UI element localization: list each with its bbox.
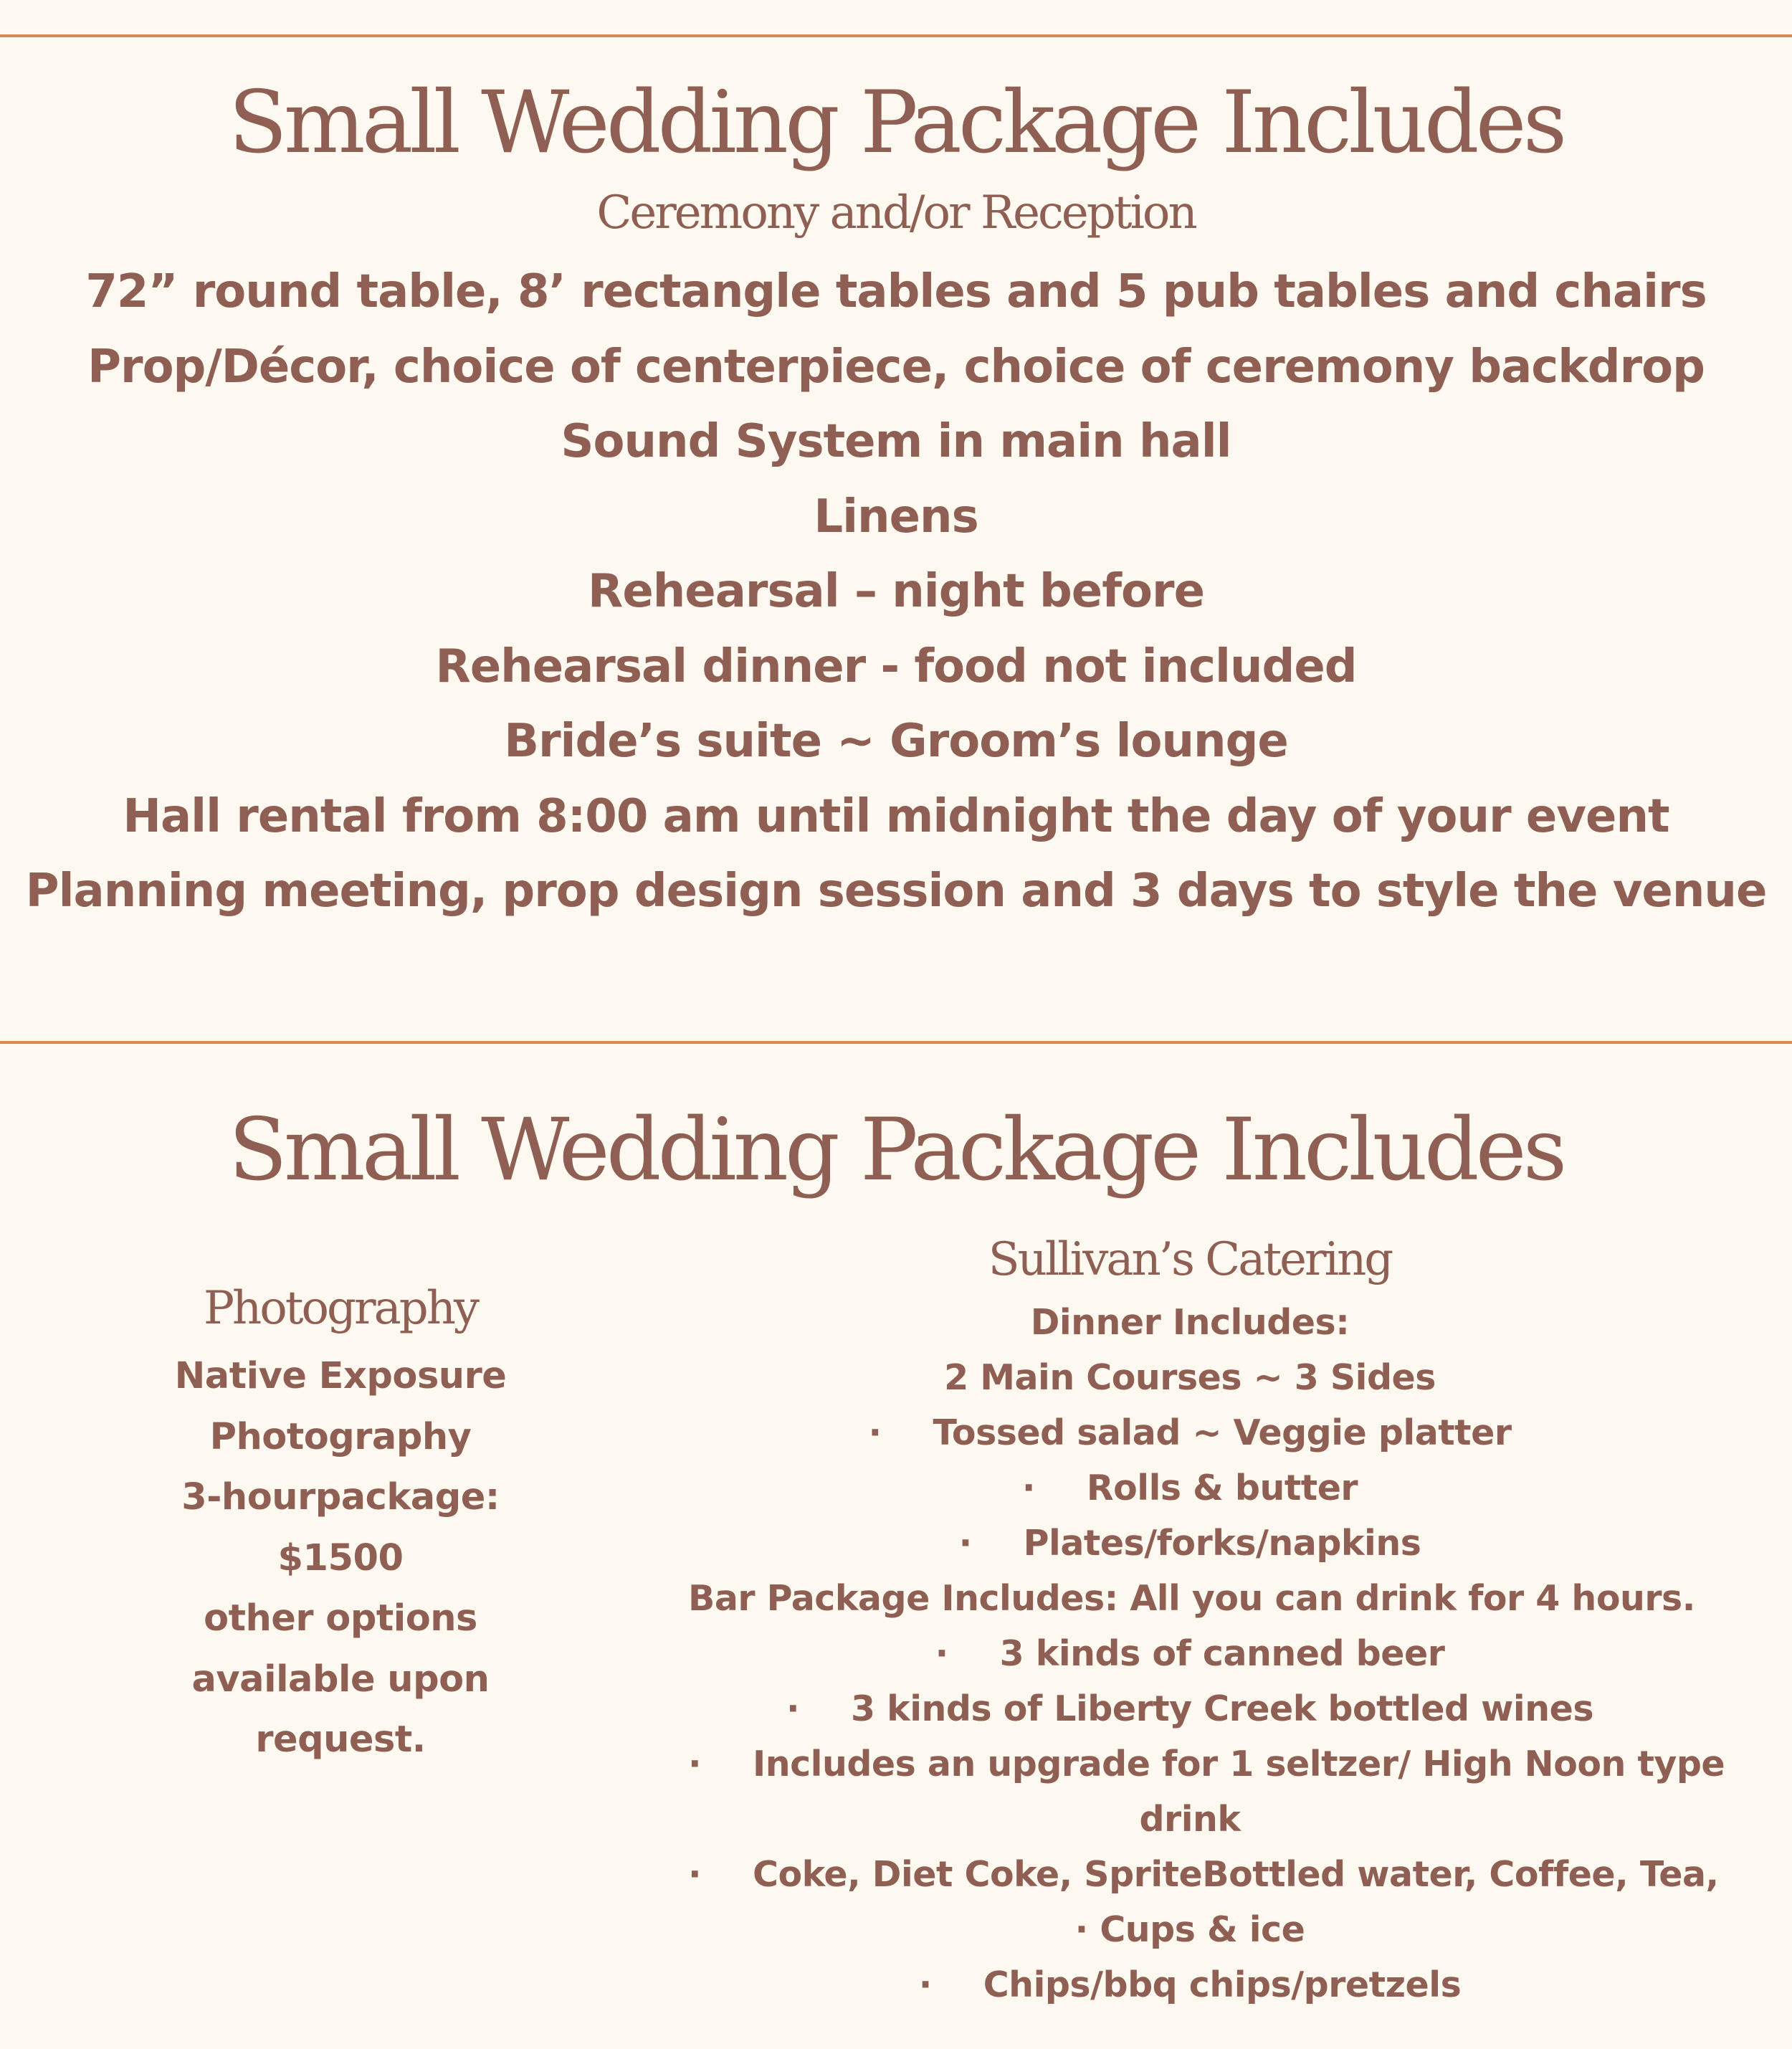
- list-item: Prop/Décor, choice of centerpiece, choice of ceremony backdrop: [87, 340, 1705, 394]
- bullet-icon: ·: [958, 1523, 972, 1564]
- list-item: request.: [255, 1718, 426, 1761]
- photography-heading: Photography: [203, 1282, 478, 1335]
- list-item: Rehearsal – night before: [588, 565, 1204, 618]
- catering-column: [688, 1227, 1725, 2012]
- section1-item-list: [0, 255, 1792, 929]
- list-item: [688, 1847, 1719, 1902]
- list-item-text: 2 Main Courses ~ 3 Sides: [944, 1357, 1436, 1398]
- bullet-icon: ·: [688, 1854, 702, 1895]
- list-item: [688, 1350, 1692, 1405]
- bullet-icon: ·: [918, 1964, 932, 2005]
- top-divider: [0, 34, 1792, 37]
- list-item: [688, 1902, 1692, 1957]
- section1-subtitle: Ceremony and/or Reception: [596, 186, 1196, 239]
- section1-title: Small Wedding Package Includes: [228, 73, 1564, 173]
- list-item: [688, 1405, 1692, 1460]
- photography-column: [0, 1276, 681, 1771]
- bullet-icon: ·: [786, 1688, 800, 1729]
- list-item: other options: [204, 1597, 477, 1640]
- list-item: 72” round table, 8’ rectangle tables and 5 pub tables and chairs: [85, 265, 1707, 318]
- list-item: [688, 1571, 1695, 1626]
- bullet-icon: ·: [688, 1744, 702, 1784]
- list-item-text: Bar Package Includes: All you can drink for 4 hours.: [688, 1578, 1695, 1619]
- list-item-text: Rolls & butter: [1086, 1468, 1358, 1508]
- list-item-text: 3 kinds of canned beer: [999, 1633, 1445, 1674]
- middle-divider: [0, 1041, 1792, 1044]
- list-item: Rehearsal dinner - food not included: [435, 640, 1357, 693]
- list-item: [688, 1957, 1692, 2012]
- list-item: available upon: [191, 1658, 490, 1701]
- catering-details: [688, 1295, 1725, 2012]
- list-item-text: · Cups & ice: [1074, 1909, 1305, 1950]
- list-item-text: Coke, Diet Coke, SpriteBottled water, Coffee, Tea,: [753, 1854, 1719, 1895]
- list-item: 3-hourpackage:: [181, 1476, 500, 1518]
- list-item-text: Plates/forks/napkins: [1023, 1523, 1421, 1564]
- bullet-icon: ·: [935, 1633, 948, 1674]
- list-item: Sound System in main hall: [561, 415, 1231, 468]
- list-item: Linens: [814, 490, 978, 543]
- list-item-text: Includes an upgrade for 1 seltzer/ High Noon type: [753, 1744, 1725, 1784]
- list-item: Bride’s suite ~ Groom’s lounge: [504, 715, 1288, 768]
- bullet-icon: ·: [1021, 1468, 1036, 1508]
- list-item: Native Exposure: [174, 1355, 507, 1397]
- list-item-text: 3 kinds of Liberty Creek bottled wines: [850, 1688, 1593, 1729]
- list-item: [688, 1681, 1692, 1736]
- list-item: [688, 1736, 1725, 1792]
- list-item-text: Tossed salad ~ Veggie platter: [933, 1412, 1512, 1453]
- list-item-text: Chips/bbq chips/pretzels: [983, 1964, 1462, 2005]
- list-item: [688, 1792, 1692, 1847]
- list-item-text: drink: [1139, 1799, 1241, 1840]
- list-item: Planning meeting, prop design session and 3 days to style the venue: [25, 865, 1767, 918]
- list-item: Hall rental from 8:00 am until midnight the day of your event: [123, 789, 1669, 843]
- catering-heading: Sullivan’s Catering: [988, 1233, 1392, 1286]
- photography-details: [0, 1346, 681, 1771]
- list-item: [688, 1460, 1692, 1516]
- list-item: [688, 1626, 1692, 1681]
- list-item: [688, 1295, 1692, 1350]
- list-item-text: Dinner Includes:: [1030, 1302, 1350, 1343]
- list-item: Photography: [209, 1415, 472, 1458]
- bullet-icon: ·: [868, 1412, 882, 1453]
- list-item: [688, 1516, 1692, 1571]
- section2-title: Small Wedding Package Includes: [228, 1100, 1564, 1200]
- price: $1500: [277, 1536, 404, 1579]
